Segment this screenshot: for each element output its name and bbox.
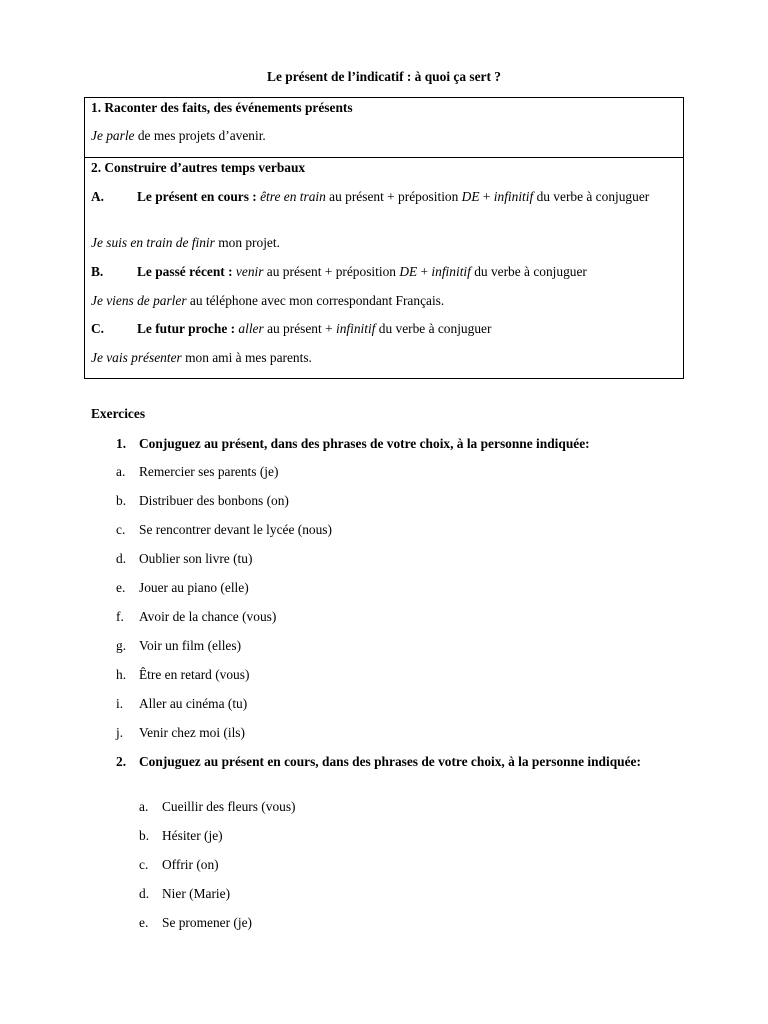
question-2-item (139, 914, 252, 931)
question-1-item (116, 521, 332, 538)
rule-c (91, 320, 677, 337)
example-text: au téléphone avec mon correspondant Français. (186, 293, 445, 308)
rule-a-plus: + (479, 189, 494, 204)
item-text: Être en retard (vous) (139, 667, 250, 682)
section-1 (85, 98, 683, 158)
item-marker: c. (139, 857, 149, 872)
exercises-title: Exercices (91, 406, 146, 421)
question-2-item (139, 798, 296, 815)
example-italic: Je viens de parler (91, 293, 187, 308)
item-marker: a. (116, 464, 126, 479)
rule-a-de: DE (461, 189, 480, 204)
rule-b-name: Le passé récent : (137, 264, 233, 279)
item-marker: b. (139, 828, 150, 843)
question-1-item (116, 695, 247, 712)
question-1-item (116, 724, 245, 741)
item-marker: a. (139, 799, 149, 814)
item-marker: d. (116, 551, 127, 566)
rule-b-label: B. (91, 264, 104, 279)
summary-box (84, 97, 684, 379)
question-2-text: Conjuguez au présent en cours, dans des phrases de votre choix, à la personne indiquée: (139, 754, 641, 769)
question-1-item (116, 579, 249, 596)
question-1-item (116, 637, 241, 654)
question-2-item (139, 827, 223, 844)
rule-a-infinitif: infinitif (493, 189, 534, 204)
rule-b (91, 263, 677, 280)
section-2-heading: 2. Construire d’autres temps verbaux (91, 160, 306, 175)
section-1-example (91, 127, 677, 144)
item-text: Remercier ses parents (je) (139, 464, 279, 479)
rule-b-verb: venir (232, 264, 264, 279)
item-text: Aller au cinéma (tu) (139, 696, 248, 711)
item-text: Se promener (je) (162, 915, 252, 930)
rule-b-de: DE (399, 264, 418, 279)
question-1-item (116, 608, 276, 625)
item-text: Distribuer des bonbons (on) (139, 493, 289, 508)
rule-c-verb: aller (235, 321, 264, 336)
item-marker: c. (116, 522, 126, 537)
item-marker: j. (116, 725, 124, 740)
example-italic: Je vais présenter (91, 350, 182, 365)
item-marker: h. (116, 667, 127, 682)
question-2-item (139, 885, 230, 902)
rule-c-name: Le futur proche : (137, 321, 236, 336)
item-marker: b. (116, 493, 127, 508)
rule-a-end: du verbe à conjuguer (533, 189, 650, 204)
rule-a-label: A. (91, 189, 105, 204)
rule-a-example (91, 234, 677, 251)
rule-c-end: du verbe à conjuguer (375, 321, 492, 336)
rule-c-text: au présent + (263, 321, 336, 336)
example-italic: Je parle (91, 128, 135, 143)
item-marker: f. (116, 609, 124, 624)
item-text: Nier (Marie) (162, 886, 231, 901)
rule-c-infinitif: infinitif (335, 321, 376, 336)
rule-b-plus: + (417, 264, 432, 279)
rule-b-text: au présent + préposition (263, 264, 400, 279)
rule-b-end: du verbe à conjuguer (470, 264, 587, 279)
item-text: Cueillir des fleurs (vous) (162, 799, 296, 814)
rule-b-example (91, 292, 677, 309)
rule-a-verb: être en train (256, 189, 326, 204)
question-1-text: Conjuguez au présent, dans des phrases de votre choix, à la personne indiquée: (139, 436, 590, 451)
question-1 (116, 435, 676, 452)
question-1-item (116, 666, 249, 683)
item-text: Venir chez moi (ils) (139, 725, 245, 740)
rule-a-name: Le présent en cours : (137, 189, 257, 204)
example-text: mon ami à mes parents. (181, 350, 312, 365)
section-1-heading: 1. Raconter des faits, des événements présents (91, 100, 353, 115)
item-marker: d. (139, 886, 150, 901)
rule-a (91, 188, 677, 205)
item-text: Se rencontrer devant le lycée (nous) (139, 522, 332, 537)
item-text: Jouer au piano (elle) (139, 580, 249, 595)
rule-c-example (91, 349, 677, 366)
item-text: Voir un film (elles) (139, 638, 242, 653)
question-1-number: 1. (116, 436, 127, 451)
item-text: Hésiter (je) (162, 828, 223, 843)
item-text: Oublier son livre (tu) (139, 551, 253, 566)
item-marker: e. (139, 915, 149, 930)
item-marker: e. (116, 580, 126, 595)
item-text: Offrir (on) (162, 857, 219, 872)
question-1-item (116, 492, 289, 509)
rule-b-infinitif: infinitif (431, 264, 471, 279)
item-text: Avoir de la chance (vous) (139, 609, 277, 624)
rule-c-label: C. (91, 321, 105, 336)
question-1-item (116, 550, 252, 567)
question-1-item (116, 463, 278, 480)
example-text: de mes projets d’avenir. (134, 128, 266, 143)
item-marker: i. (116, 696, 124, 711)
example-text: mon projet. (214, 235, 280, 250)
item-marker: g. (116, 638, 127, 653)
question-2-number: 2. (116, 754, 127, 769)
question-2-item (139, 856, 219, 873)
document-title: Le présent de l’indicatif : à quoi ça sert ? (267, 69, 501, 84)
example-italic: Je suis en train de finir (91, 235, 215, 250)
question-2 (116, 753, 666, 770)
section-2 (85, 158, 683, 378)
rule-a-text: au présent + préposition (325, 189, 462, 204)
